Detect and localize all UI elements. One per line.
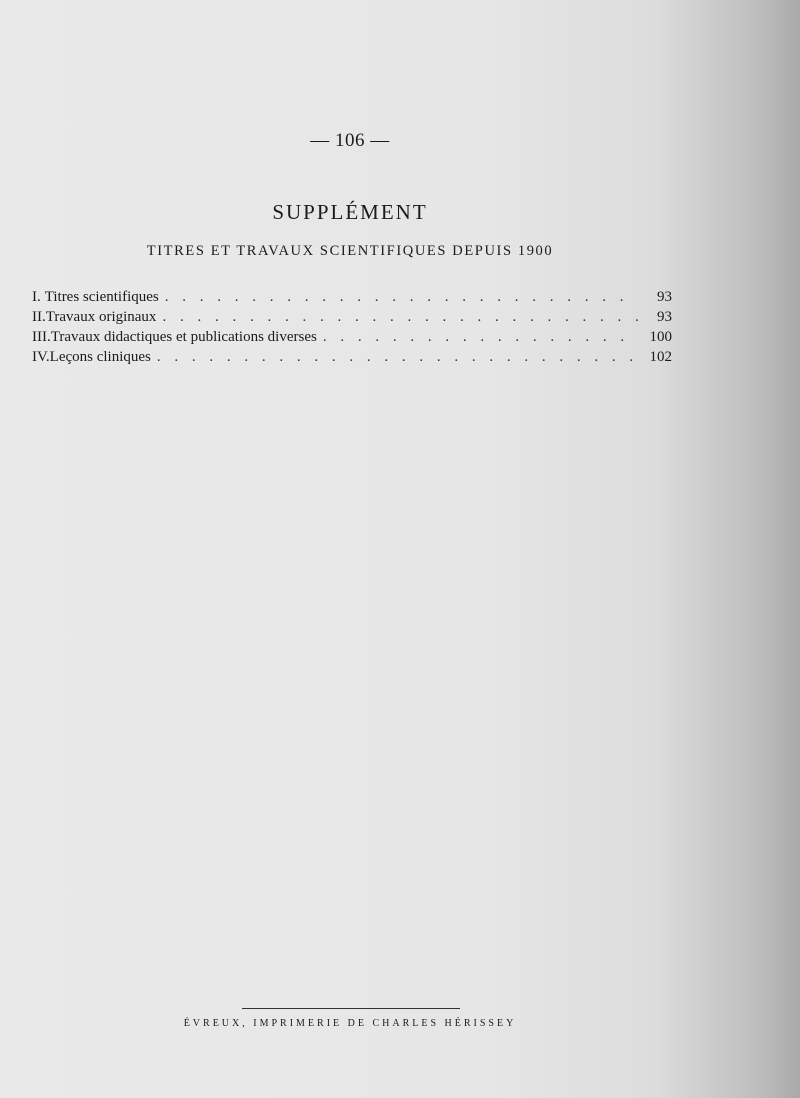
toc-entry — [32, 327, 672, 347]
toc-entry-page: 93 — [657, 289, 672, 305]
toc-entry-number: I. — [32, 289, 41, 305]
page-number: — 106 — — [310, 130, 390, 151]
toc-entry — [32, 287, 672, 307]
toc-entry-number: II. — [32, 309, 46, 325]
section-subtitle: TITRES ET TRAVAUX SCIENTIFIQUES DEPUIS 1900 — [146, 243, 554, 259]
toc-entry — [32, 347, 672, 367]
toc-entry-label: Titres scientifiques — [44, 289, 159, 305]
toc-entry-label: Travaux didactiques et publications diverses — [50, 329, 317, 345]
toc-entry-number: III. — [32, 329, 51, 345]
toc-leader-dots — [165, 287, 638, 307]
toc-leader-dots — [162, 307, 638, 327]
toc-leader-dots — [157, 347, 638, 367]
toc-entry-label: Travaux originaux — [45, 309, 157, 325]
table-of-contents — [32, 287, 672, 367]
toc-leader-dots — [323, 327, 638, 347]
footer-rule — [242, 1008, 460, 1009]
toc-entry-page: 93 — [657, 309, 672, 325]
toc-entry — [32, 307, 672, 327]
printer-imprint: ÉVREUX, IMPRIMERIE DE CHARLES HÉRISSEY — [183, 1018, 517, 1029]
toc-entry-page: 100 — [649, 329, 672, 345]
toc-entry-number: IV. — [32, 349, 50, 365]
toc-entry-page: 102 — [649, 349, 672, 365]
section-title: SUPPLÉMENT — [272, 200, 428, 224]
toc-entry-label: Leçons cliniques — [49, 349, 151, 365]
